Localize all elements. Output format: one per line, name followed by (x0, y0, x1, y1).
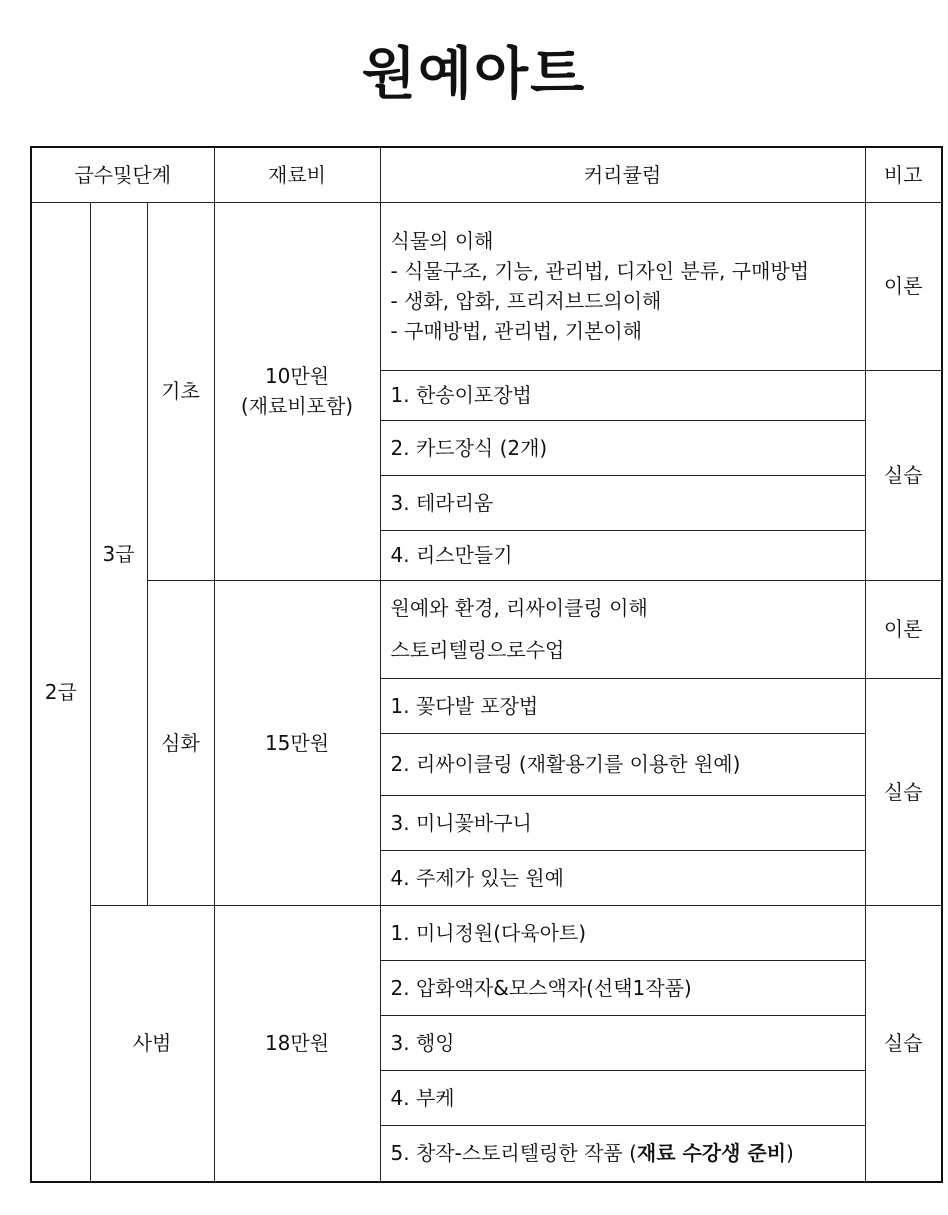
instructor-practice-item-5 (380, 1125, 865, 1182)
fee-basic-note: (재료비포함) (240, 394, 354, 418)
advanced-theory-line: 스토리텔링으로수업 (390, 638, 565, 662)
stage-basic: 기초 (147, 202, 214, 580)
table-row (31, 202, 942, 370)
header-fee: 재료비 (214, 147, 380, 202)
basic-theory-line: - 식물구조, 기능, 관리법, 디자인 분류, 구매방법 (390, 259, 810, 283)
advanced-theory-line: 원예와 환경, 리싸이클링 이해 (390, 596, 648, 620)
stage-advanced: 심화 (147, 580, 214, 905)
grade-3-cell: 3급 (90, 202, 147, 905)
table-row (31, 905, 942, 960)
basic-practice-item: 4. 리스만들기 (380, 530, 865, 580)
basic-theory-line: 식물의 이해 (390, 229, 494, 253)
curriculum-table (30, 146, 943, 1183)
fee-basic-amount: 10만원 (264, 364, 330, 388)
header-note: 비고 (865, 147, 942, 202)
header-curriculum: 커리큘럼 (380, 147, 865, 202)
advanced-theory-note: 이론 (865, 580, 942, 678)
stage-instructor: 사범 (90, 905, 214, 1182)
advanced-practice-note: 실습 (865, 678, 942, 905)
grade-2-cell: 2급 (31, 202, 90, 1182)
fee-instructor: 18만원 (214, 905, 380, 1182)
basic-theory-cell (380, 202, 865, 370)
advanced-practice-item: 4. 주제가 있는 원예 (380, 850, 865, 905)
instructor-practice-item: 2. 압화액자&모스액자(선택1작품) (380, 960, 865, 1015)
basic-practice-item: 2. 카드장식 (2개) (380, 420, 865, 475)
header-row (31, 147, 942, 202)
table-row (31, 580, 942, 678)
basic-practice-note: 실습 (865, 370, 942, 580)
advanced-practice-item: 3. 미니꽃바구니 (380, 795, 865, 850)
basic-theory-note: 이론 (865, 202, 942, 370)
advanced-theory-cell (380, 580, 865, 678)
instructor-practice-item: 3. 행잉 (380, 1015, 865, 1070)
basic-practice-item: 3. 테라리움 (380, 475, 865, 530)
instructor-practice-item: 4. 부케 (380, 1070, 865, 1125)
basic-theory-line: - 생화, 압화, 프리저브드의이해 (390, 289, 662, 313)
item5-suffix: ) (786, 1141, 794, 1166)
page-title: 원예아트 (361, 42, 587, 107)
fee-basic (214, 202, 380, 580)
item5-bold-note: 재료 수강생 준비 (636, 1141, 787, 1166)
instructor-practice-note: 실습 (865, 905, 942, 1182)
item5-prefix: 5. 창작-스토리텔링한 작품 ( (390, 1141, 637, 1166)
fee-advanced: 15만원 (214, 580, 380, 905)
advanced-practice-item: 1. 꽃다발 포장법 (380, 678, 865, 733)
instructor-practice-item: 1. 미니정원(다육아트) (380, 905, 865, 960)
basic-theory-line: - 구매방법, 관리법, 기본이해 (390, 319, 643, 343)
advanced-practice-item: 2. 리싸이클링 (재활용기를 이용한 원예) (380, 733, 865, 795)
header-level: 급수및단계 (31, 147, 214, 202)
basic-practice-item: 1. 한송이포장법 (380, 370, 865, 420)
